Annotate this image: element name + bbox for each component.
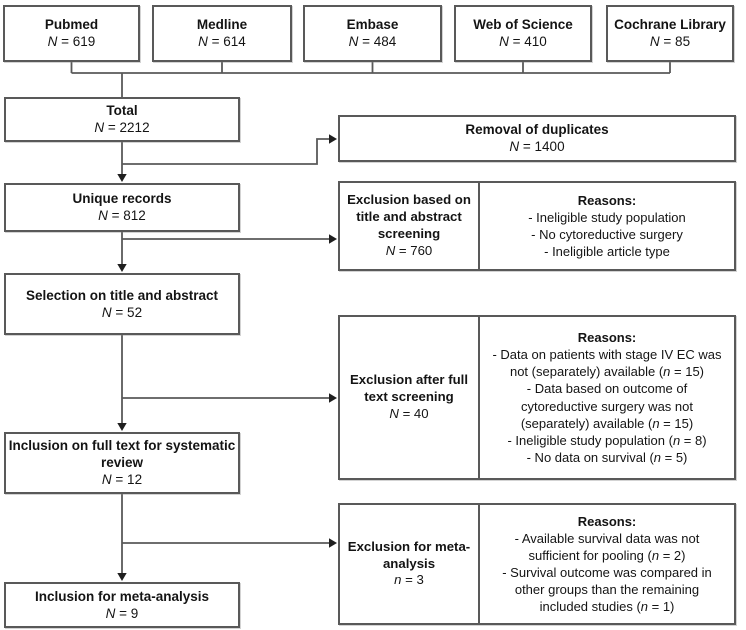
source-count: N = 484 (348, 34, 397, 50)
unique-records-box (4, 183, 240, 232)
source-count: N = 619 (47, 34, 96, 50)
source-count: N = 85 (649, 34, 691, 50)
exclusion-meta-analysis-title: Exclusion for meta-analysis (347, 538, 471, 571)
source-title: Pubmed (44, 17, 99, 33)
exclusion-full-text-box (338, 315, 736, 480)
reason-item: - No data on survival (n = 5) (526, 449, 688, 465)
selection-box (4, 273, 240, 335)
source-box (303, 5, 442, 62)
source-box (606, 5, 734, 62)
selection-count: N = 52 (101, 304, 143, 320)
reason-item: - Ineligible article type (544, 244, 670, 260)
exclusion-meta-analysis-count: n = 3 (394, 572, 424, 588)
inclusion-systematic-review-title: Inclusion on full text for systematic review (8, 438, 236, 471)
inclusion-meta-analysis-title: Inclusion for meta-analysis (34, 588, 210, 604)
source-box (454, 5, 592, 62)
total-box (4, 97, 240, 142)
source-row (0, 5, 746, 62)
reason-item: - Ineligible study population (n = 8) (507, 432, 707, 448)
reasons-heading: Reasons: (577, 329, 637, 345)
duplicates-title: Removal of duplicates (465, 122, 609, 138)
source-title: Medline (196, 17, 248, 33)
reasons-list (490, 346, 724, 466)
source-title: Cochrane Library (614, 17, 726, 33)
source-title: Embase (346, 17, 399, 33)
source-count: N = 410 (499, 34, 547, 50)
reasons-heading: Reasons: (577, 192, 637, 208)
unique-records-count: N = 812 (98, 208, 146, 224)
reason-item: - Available survival data was not sufficient for pooling (n = 2) (514, 530, 700, 563)
source-box (152, 5, 292, 62)
total-title: Total (106, 103, 138, 119)
exclusion-title-abstract-count: N = 760 (385, 242, 433, 258)
duplicates-count: N = 1400 (509, 139, 565, 155)
reason-item: - No cytoreductive surgery (531, 227, 683, 242)
exclusion-title-abstract-title: Exclusion based on title and abstract screening (347, 192, 471, 241)
source-title: Web of Science (473, 17, 573, 33)
selection-title: Selection on title and abstract (25, 287, 219, 303)
exclusion-meta-analysis-box (338, 503, 736, 625)
exclusion-full-text-title: Exclusion after full text screening (350, 372, 468, 405)
reason-item: - Survival outcome was compared in other groups than the remaining included studies (n = 1) (502, 565, 712, 615)
reason-item: - Data on patients with stage IV EC was not (separately) available (n = 15) (492, 347, 722, 380)
unique-records-title: Unique records (72, 191, 172, 207)
exclusion-title-abstract-reasons-cell (480, 183, 734, 269)
exclusion-title-abstract-label-cell (340, 183, 480, 269)
exclusion-full-text-count: N = 40 (389, 405, 429, 421)
total-count: N = 2212 (94, 120, 150, 136)
reason-item: - Data based on outcome of cytoreductive surgery was not (separately) available (n = 15) (520, 381, 694, 431)
reasons-list (490, 530, 724, 616)
source-box (3, 5, 140, 62)
exclusion-title-abstract-box (338, 181, 736, 271)
duplicates-box (338, 115, 736, 162)
reasons-heading: Reasons: (577, 513, 637, 529)
reasons-list (528, 209, 686, 260)
inclusion-systematic-review-box (4, 432, 240, 494)
exclusion-meta-analysis-reasons-cell (480, 505, 734, 623)
source-count: N = 614 (198, 34, 246, 50)
inclusion-systematic-review-count: N = 12 (101, 472, 143, 488)
exclusion-full-text-label-cell (340, 317, 480, 478)
inclusion-meta-analysis-count: N = 9 (105, 605, 139, 621)
reason-item: - Ineligible study population (528, 209, 686, 225)
exclusion-full-text-reasons-cell (480, 317, 734, 478)
exclusion-meta-analysis-label-cell (340, 505, 480, 623)
inclusion-meta-analysis-box (4, 582, 240, 628)
